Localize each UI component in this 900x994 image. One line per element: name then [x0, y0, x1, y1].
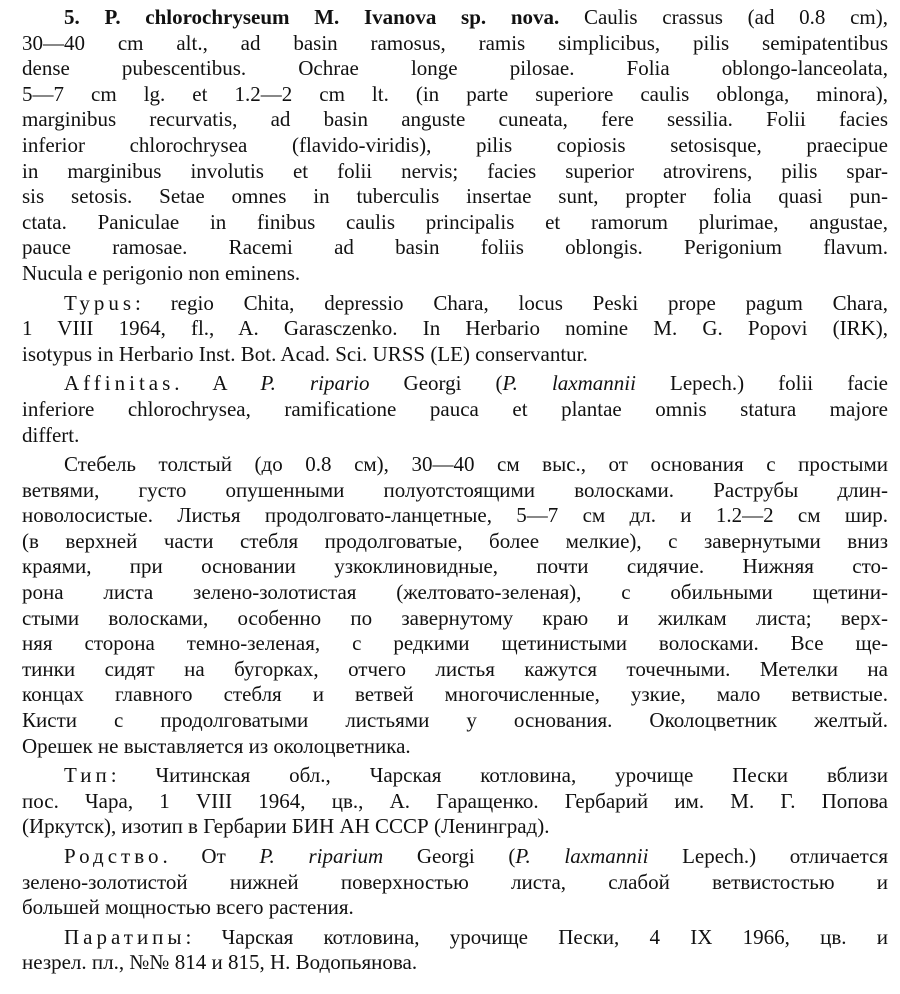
text-line: inferiore chlorochrysea, ramificatione pauca et plantae omnis statura majore [22, 396, 888, 421]
tip-russian [22, 763, 888, 840]
section-label: Тип [64, 763, 111, 788]
text-line: Стебель толстый (до 0.8 см), 30—40 см выс., от основания с простыми [64, 452, 888, 477]
text-segment: Georgi ( [369, 371, 503, 396]
species-description-russian [22, 452, 888, 759]
text-line: зелено-золотистой нижней поверхностью листа, слабой ветвистостью и [22, 869, 888, 894]
text-line: концах главного стебля и ветвей многочисленные, узкие, мало ветвистые. [22, 682, 888, 707]
text-segment: Lepech.) folii facie [635, 371, 888, 396]
text-line: Nucula e perigonio non eminens. [22, 260, 301, 285]
section-label: Паратипы [64, 924, 186, 949]
text-line: (Иркутск), изотип в Гербарии БИН АН СССР (Ленинград). [22, 814, 550, 839]
text-line: ветвями, густо опушенными полуотстоящими волосками. Раструбы длин- [22, 477, 888, 502]
taxon-name: P. laxmannii [502, 371, 636, 396]
text-line: большей мощностью всего растения. [22, 895, 354, 920]
species-heading: 5. P. chlorochryseum M. Ivanova sp. nova. [64, 5, 560, 29]
text-line: ctata. Paniculae in finibus caulis principalis et ramorum plurimae, angustae, [22, 209, 888, 234]
text-line: marginibus recurvatis, ad basin anguste cuneata, fere sessilia. Folii facies [22, 107, 888, 132]
text-line: (в верхней части стебля продолговатые, более мелкие), с завернутыми вниз [22, 528, 888, 553]
text-line: Орешек не выставляется из околоцветника. [22, 733, 411, 758]
text-line [22, 5, 888, 31]
text-line: рона листа зелено-золотистая (желтовато-зеленая), с обильными щетини- [22, 580, 888, 605]
text-line: краями, при основании узкоклиновидные, почти сидячие. Нижняя сто- [22, 554, 888, 579]
taxon-name: P. riparium [259, 844, 384, 868]
text-segment: : Читинская обл., Чарская котловина, урочище Пески вблизи [110, 763, 888, 788]
text-segment: Georgi ( [383, 844, 516, 868]
text-line: тинки сидят на бугорках, отчего листья кажутся точечными. Метелки на [22, 656, 888, 681]
text-line [22, 371, 888, 397]
text-line: незрел. пл., №№ 814 и 815, Н. Водопьянова. [22, 950, 418, 975]
text-segment: : Чарская котловина, урочище Пески, 4 IX 1966, цв. и [185, 924, 888, 949]
text-line: in marginibus involutis et folii nervis; facies superior atrovirens, pilis spar- [22, 158, 888, 183]
section-label: Родство [64, 844, 163, 868]
text-line: 1 VIII 1964, fl., A. Garasczenko. In Herbario nomine M. G. Popovi (IRK), [22, 316, 888, 341]
typus-latin [22, 291, 888, 368]
text-line: новолосистые. Листья продолговато-ланцетные, 5—7 см дл. и 1.2—2 см шир. [22, 503, 888, 528]
text-line [22, 291, 888, 317]
text-segment: Lepech.) отличается [648, 844, 888, 868]
section-label: Affinitas [64, 371, 175, 396]
rodstvo-russian [22, 844, 888, 921]
text-line: pauce ramosae. Racemi ad basin foliis oblongis. Perigonium flavum. [22, 235, 888, 260]
text-line: inferior chlorochrysea (flavido-viridis), pilis copiosis setosisque, praecipue [22, 132, 888, 157]
affinitas-latin [22, 371, 888, 448]
text-line: 5—7 cm lg. et 1.2—2 cm lt. (in parte superiore caulis oblonga, minora), [22, 81, 888, 106]
text-line [22, 763, 888, 789]
taxon-name: P. ripario [260, 371, 370, 396]
text-line [22, 844, 888, 870]
text-line: няя сторона темно-зеленая, с редкими щетинистыми волосками. Все ще- [22, 631, 888, 656]
taxon-name: P. laxmannii [515, 844, 649, 868]
text-line: пос. Чара, 1 VIII 1964, цв., А. Гаращенко. Гербарий им. М. Г. Попова [22, 788, 888, 813]
text-line: differt. [22, 422, 80, 447]
text-line: Кисти с продолговатыми листьями у основания. Околоцветник желтый. [22, 708, 888, 733]
text-line: стыми волосками, особенно по завернутому краю и жилкам листа; верх- [22, 605, 888, 630]
text-segment: : regio Chita, depressio Chara, locus Peski prope pagum Chara, [135, 290, 888, 315]
paratipy-russian [22, 925, 888, 976]
text-line: sis setosis. Setae omnes in tuberculis insertae sunt, propter folia quasi pun- [22, 184, 888, 209]
species-description-latin [22, 5, 888, 287]
text-line: isotypus in Herbario Inst. Bot. Acad. Sci. URSS (LE) conservantur. [22, 341, 588, 366]
text-segment: . A [174, 371, 261, 396]
section-label: Typus [64, 290, 136, 315]
text-segment: . От [162, 844, 260, 868]
text-line: dense pubescentibus. Ochrae longe pilosae. Folia oblongo-lanceolata, [22, 56, 888, 81]
text-line [22, 925, 888, 951]
text-line: 30—40 cm alt., ad basin ramosus, ramis simplicibus, pilis semipatentibus [22, 30, 888, 55]
text-segment: Caulis crassus (ad 0.8 cm), [559, 5, 888, 29]
